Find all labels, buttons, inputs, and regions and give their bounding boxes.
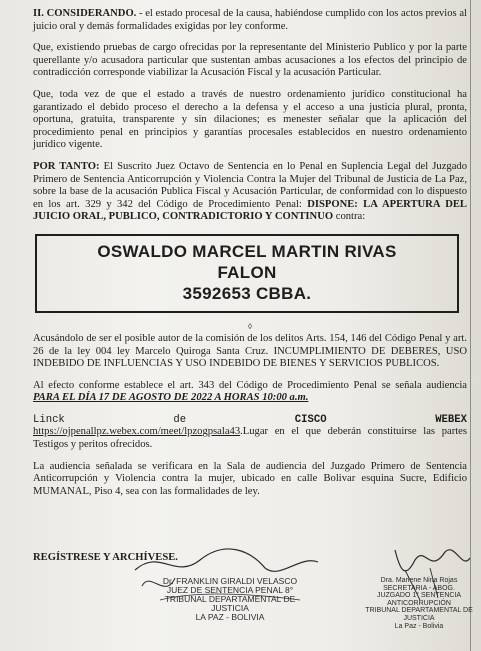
paragraph-pruebas: Que, existiendo pruebas de cargo ofrecidas por la representante del Ministerio Publico y por la parte querellante y/o acusadora particular que sustentan ambas acusaciones a los efectos del principio de contradicción corresponde viabilizar la Acusación Fiscal y la acusación Particular.	[33, 42, 467, 79]
considerando-text: - el estado procesal de la causa, habiéndose cumplido con los actos previos al juicio oral y demás formalidades exigidas por ley conforme.	[33, 8, 467, 32]
accused-id-number: 3592653 CBBA.	[182, 283, 312, 303]
considerando-heading: II. CONSIDERANDO.	[33, 8, 137, 19]
document-body	[33, 8, 467, 507]
paragraph-debido-proceso: Que, toda vez de que el estado a través de nuestro ordenamiento jurídico constitucional ha garantizado el debido proceso el derecho a la defensa y el acceso a una justicia plural, pronta, oportuna, gratuita, transparente y sin dilaciones; es menester señalar que la aplicación del procedimiento penal en principios y garantías procesales establecidos en nuestro ordenamiento jurídico vigente.	[33, 88, 467, 151]
secretary-stamp: Dra. Marlene Nina Rojas SECRETARIA - ABOG. JUZGADO 1° SENTENCIA ANTICORRUPCIÓN TRIBUNAL DEPARTAMENTAL DE JUSTICIA La Paz - Bolivia	[365, 577, 473, 630]
acusandolo-paragraph: Acusándolo de ser el posible autor de la comisión de los delitos Arts. 154, 146 del Código Penal y art. 26 de la ley 004 ley Marcelo Quiroga Santa Cruz. INCUMPLIMIENTO DE DEBERES, USO INDEBIDO DE INFLUENCIAS Y USO INDEBIDO DE BIENES Y SERVICIOS PUBLICOS.	[33, 332, 467, 370]
por-tanto-paragraph	[33, 161, 467, 224]
meeting-link[interactable]: https://ojpenallpz.webex.com/meet/lpzogpsala43	[33, 426, 241, 438]
link-cisco: CISCO	[294, 413, 327, 426]
signature-area	[0, 540, 481, 651]
link-after-text: .Lugar en el que deberán constituirse las partes Testigos y peritos ofrecidos.	[33, 426, 467, 451]
link-line	[33, 426, 467, 451]
dispone-tail: contra:	[333, 211, 366, 223]
considerando-paragraph	[33, 8, 467, 33]
link-webex: WEBEX	[435, 413, 467, 426]
audiencia-date: PARA EL DÍA 17 DE AGOSTO DE 2022 A HORAS 10:00 a.m.	[33, 392, 309, 404]
audiencia-paragraph	[33, 380, 467, 405]
closing-text: REGÍSTRESE Y ARCHÍVESE.	[33, 552, 178, 563]
link-row	[33, 414, 467, 427]
por-tanto-label: POR TANTO:	[33, 160, 100, 172]
accused-name-box	[35, 234, 459, 313]
audiencia-text: Al efecto conforme establece el art. 343 del Código de Procedimiento Penal se señala audiencia	[33, 379, 467, 391]
link-label: Linck	[33, 413, 65, 426]
link-block	[33, 414, 467, 452]
dispone-text: DISPONE: LA APERTURA DEL JUICIO ORAL, PUBLICO, CONTRADICTORIO Y CONTINUO	[33, 198, 467, 223]
link-de: de	[173, 413, 187, 426]
judge-stamp: Dr. FRANKLIN GIRALDI VELASCO JUEZ DE SENTENCIA PENAL 8° TRIBUNAL DEPARTAMENTAL DE JUSTICIA LA PAZ - BOLIVIA	[162, 576, 298, 622]
accused-name-line1: OSWALDO MARCEL MARTIN RIVAS	[97, 241, 397, 261]
sala-paragraph: La audiencia señalada se verificara en la Sala de audiencia del Juzgado Primero de Sentencia Anticorrupción y Violencia contra la mujer, ubicado en calle Bolivar esquina Sucre, Edificio MUMANAL, Piso 4, sea con las formalidades de ley.	[33, 460, 467, 497]
por-tanto-text: El Suscrito Juez Octavo de Sentencia en lo Penal en Suplencia Legal del Juzgado Primero de Sentencia Anticorrupción y Violencia Contra la Mujer del Tribunal de Justicia de La Paz, sobre la base de la acusación Publica Fiscal y Acusación Particular, de conformidad con lo dispuesto en los art. 329 y 342 del Código de Procedimiento Penal:	[33, 160, 467, 210]
small-mark: ◊	[248, 321, 252, 331]
accused-name-line2: FALON	[217, 262, 277, 282]
